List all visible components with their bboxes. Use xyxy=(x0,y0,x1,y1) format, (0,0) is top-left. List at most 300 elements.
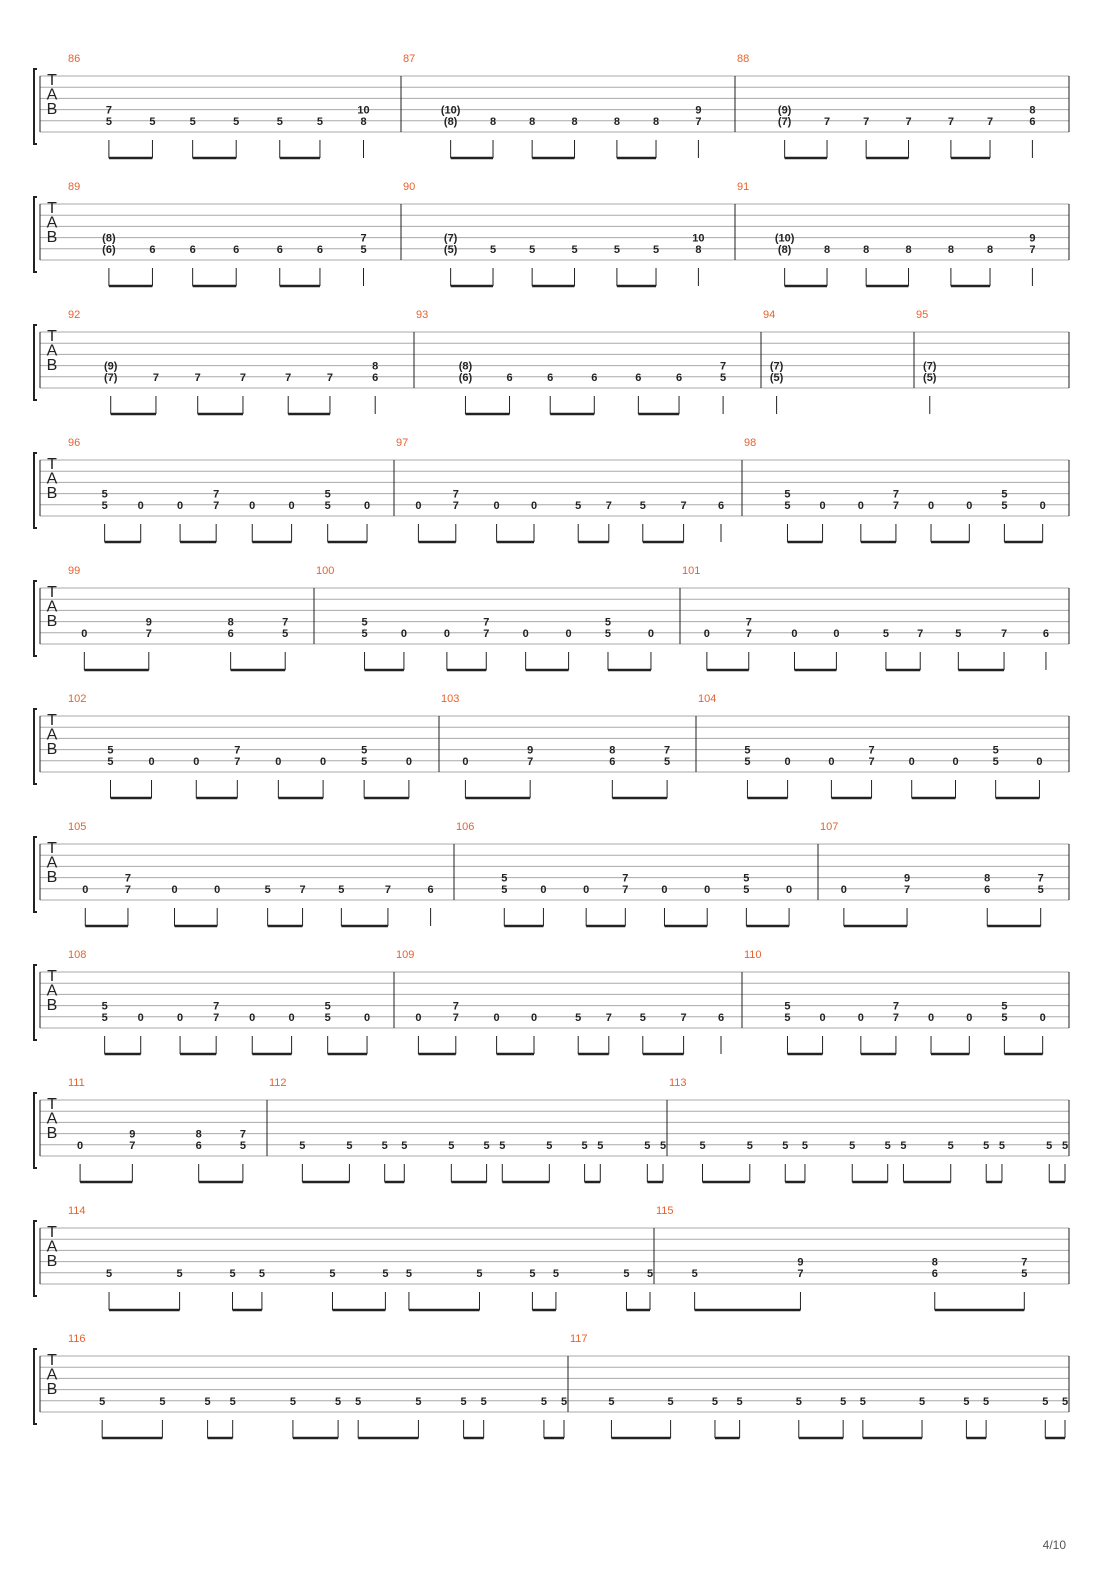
fret-number: 9 xyxy=(145,616,152,629)
fret-number: 5 xyxy=(998,1139,1006,1152)
fret-number: 5 xyxy=(233,115,240,128)
fret-number: 5 xyxy=(355,1395,362,1408)
fret-number: 5 xyxy=(1061,1395,1069,1408)
tab-clef-letter: A xyxy=(46,470,58,488)
fret-number: (9) xyxy=(777,104,792,117)
fret-number: (6) xyxy=(458,371,473,384)
fret-number: 0 xyxy=(540,883,547,896)
fret-number: 7 xyxy=(680,499,687,512)
fret-number: 5 xyxy=(992,755,999,768)
fret-number: (8) xyxy=(443,115,458,128)
fret-number: (10) xyxy=(440,104,461,117)
fret-number: 5 xyxy=(361,627,368,640)
fret-number: 0 xyxy=(288,499,295,512)
measure-number: 92 xyxy=(68,309,81,321)
fret-number: 8 xyxy=(227,616,234,629)
fret-number: 0 xyxy=(952,755,959,768)
fret-number: 5 xyxy=(849,1139,856,1152)
measure-number: 93 xyxy=(416,309,429,321)
fret-number: 5 xyxy=(623,1267,630,1280)
fret-number: 5 xyxy=(335,1395,342,1408)
fret-number: 5 xyxy=(1061,1139,1069,1152)
fret-number: 9 xyxy=(1029,232,1036,245)
fret-number: 0 xyxy=(363,499,371,512)
fret-number: 5 xyxy=(644,1139,651,1152)
fret-number: 6 xyxy=(931,1267,938,1280)
tab-clef-letter: T xyxy=(47,328,57,345)
fret-number: 5 xyxy=(460,1395,467,1408)
fret-number: (5) xyxy=(443,243,458,256)
fret-number: 10 xyxy=(692,232,705,245)
system-bracket xyxy=(34,69,37,144)
fret-number: 7 xyxy=(483,627,490,640)
fret-number: 0 xyxy=(908,755,915,768)
fret-number: 0 xyxy=(784,755,791,768)
measure-number: 94 xyxy=(763,309,776,321)
tab-clef-letter: T xyxy=(47,1352,57,1369)
tab-clef-letter: T xyxy=(47,712,57,729)
fret-number: 5 xyxy=(501,872,508,885)
tab-clef-letter: T xyxy=(47,1224,57,1241)
fret-number: 0 xyxy=(661,883,668,896)
fret-number: 5 xyxy=(99,1395,106,1408)
measure-number: 106 xyxy=(456,821,475,833)
tab-clef-letter: T xyxy=(47,840,57,857)
fret-number: 5 xyxy=(699,1139,706,1152)
fret-number: 7 xyxy=(326,371,334,384)
page-number: 4/10 xyxy=(1042,1538,1066,1552)
fret-number: 9 xyxy=(129,1128,136,1141)
fret-number: 0 xyxy=(828,755,835,768)
measure-number: 107 xyxy=(820,821,839,833)
fret-number: 9 xyxy=(903,872,911,885)
fret-number: 8 xyxy=(905,243,912,256)
tab-clef-letter: A xyxy=(46,342,58,360)
fret-number: 0 xyxy=(171,883,178,896)
fret-number: 7 xyxy=(124,883,132,896)
tab-clef-letter: B xyxy=(46,1381,58,1398)
fret-number: 5 xyxy=(316,115,324,128)
fret-number: 5 xyxy=(784,488,791,501)
fret-number: 5 xyxy=(667,1395,674,1408)
fret-number: 5 xyxy=(346,1139,353,1152)
tab-clef-letter: B xyxy=(46,485,58,502)
tab-clef-letter: A xyxy=(46,726,58,744)
fret-number: 5 xyxy=(604,627,612,640)
fret-number: 6 xyxy=(717,1011,725,1024)
tab-clef-letter: T xyxy=(47,200,57,217)
fret-number: 7 xyxy=(452,1011,459,1024)
tab-clef-letter: A xyxy=(46,598,58,616)
fret-number: 8 xyxy=(947,243,954,256)
fret-number: 0 xyxy=(148,755,155,768)
fret-number: 5 xyxy=(552,1267,559,1280)
fret-number: 5 xyxy=(608,1395,615,1408)
fret-number: 5 xyxy=(1037,883,1044,896)
fret-number: 0 xyxy=(647,627,655,640)
fret-number: 0 xyxy=(966,1011,973,1024)
fret-number: 7 xyxy=(285,371,292,384)
measure-number: 116 xyxy=(68,1333,86,1345)
measure-number: 87 xyxy=(403,53,416,65)
fret-number: 0 xyxy=(857,1011,864,1024)
fret-number: 6 xyxy=(427,883,434,896)
fret-number: 6 xyxy=(591,371,598,384)
fret-number: 5 xyxy=(744,744,751,757)
fret-number: 5 xyxy=(992,744,999,757)
fret-number: 0 xyxy=(288,1011,295,1024)
fret-number: 7 xyxy=(622,883,629,896)
system-bracket xyxy=(34,197,37,272)
fret-number: (7) xyxy=(777,115,792,128)
fret-number: 0 xyxy=(1036,755,1043,768)
fret-number: 8 xyxy=(613,115,620,128)
fret-number: 7 xyxy=(868,755,875,768)
measure-number: 101 xyxy=(682,565,701,577)
fret-number: 0 xyxy=(791,627,798,640)
fret-number: 7 xyxy=(720,360,727,373)
fret-number: 7 xyxy=(892,488,899,501)
fret-number: (10) xyxy=(774,232,795,245)
fret-number: 7 xyxy=(213,1000,220,1013)
fret-number: 0 xyxy=(966,499,973,512)
fret-number: 8 xyxy=(529,115,536,128)
fret-number: 5 xyxy=(107,744,114,757)
fret-number: 7 xyxy=(605,1011,612,1024)
tab-clef-letter: B xyxy=(46,613,58,630)
fret-number: 5 xyxy=(743,883,750,896)
fret-number: 7 xyxy=(105,104,112,117)
fret-number: 0 xyxy=(81,627,88,640)
fret-number: 0 xyxy=(522,627,529,640)
tab-clef-letter: A xyxy=(46,982,58,1000)
fret-number: 9 xyxy=(695,104,702,117)
fret-number: (8) xyxy=(102,232,116,245)
fret-number: 7 xyxy=(194,371,201,384)
fret-number: 8 xyxy=(823,243,831,256)
fret-number: 6 xyxy=(149,243,156,256)
measure-number: 109 xyxy=(396,949,415,961)
measure-number: 97 xyxy=(396,437,409,449)
fret-number: 5 xyxy=(746,1139,753,1152)
fret-number: 7 xyxy=(1021,1256,1028,1269)
fret-number: 0 xyxy=(565,627,572,640)
fret-number: 6 xyxy=(233,243,240,256)
fret-number: 5 xyxy=(983,1139,990,1152)
fret-number: 5 xyxy=(415,1395,422,1408)
fret-number: 10 xyxy=(357,104,370,117)
tab-clef-letter: B xyxy=(46,229,58,246)
fret-number: 7 xyxy=(282,616,289,629)
fret-number: 7 xyxy=(152,371,160,384)
measure-number: 90 xyxy=(403,181,416,193)
fret-number: 7 xyxy=(868,744,875,757)
fret-number: 7 xyxy=(863,115,870,128)
fret-number: 7 xyxy=(384,883,391,896)
measure-number: 98 xyxy=(744,437,757,449)
fret-number: 5 xyxy=(189,115,196,128)
measure-number: 115 xyxy=(656,1205,674,1217)
fret-number: (8) xyxy=(777,243,792,256)
fret-number: 5 xyxy=(744,755,751,768)
fret-number: 7 xyxy=(213,1011,220,1024)
fret-number: 5 xyxy=(540,1395,547,1408)
fret-number: 5 xyxy=(1046,1139,1053,1152)
fret-number: 0 xyxy=(400,627,407,640)
system-bracket xyxy=(34,453,37,528)
fret-number: 5 xyxy=(801,1139,809,1152)
fret-number: 7 xyxy=(986,115,994,128)
fret-number: 5 xyxy=(501,883,508,896)
fret-number: 7 xyxy=(239,1128,246,1141)
fret-number: 5 xyxy=(159,1395,166,1408)
fret-number: 5 xyxy=(289,1395,296,1408)
fret-number: 8 xyxy=(609,744,616,757)
fret-number: 0 xyxy=(77,1139,84,1152)
fret-number: 5 xyxy=(361,616,368,629)
fret-number: 0 xyxy=(193,755,200,768)
fret-number: 5 xyxy=(360,243,367,256)
fret-number: 0 xyxy=(82,883,89,896)
fret-number: 7 xyxy=(745,627,752,640)
fret-number: 7 xyxy=(1029,243,1036,256)
fret-number: 5 xyxy=(176,1267,183,1280)
fret-number: 5 xyxy=(258,1267,265,1280)
fret-number: 5 xyxy=(646,1267,654,1280)
measure-number: 111 xyxy=(68,1077,85,1089)
fret-number: 5 xyxy=(101,1011,108,1024)
fret-number: 9 xyxy=(527,744,534,757)
fret-number: 7 xyxy=(124,872,132,885)
fret-number: 6 xyxy=(1029,115,1036,128)
fret-number: 5 xyxy=(795,1395,802,1408)
fret-number: 5 xyxy=(229,1395,236,1408)
fret-number: 6 xyxy=(316,243,324,256)
fret-number: 0 xyxy=(137,499,144,512)
tab-clef-letter: B xyxy=(46,101,58,118)
tab-clef-letter: T xyxy=(47,72,57,89)
fret-number: 5 xyxy=(947,1139,954,1152)
fret-number: 0 xyxy=(405,755,412,768)
fret-number: 8 xyxy=(195,1128,202,1141)
measure-number: 88 xyxy=(737,53,750,65)
fret-number: 5 xyxy=(361,744,368,757)
measure-number: 113 xyxy=(669,1077,687,1089)
fret-number: 0 xyxy=(840,883,847,896)
fret-number: 5 xyxy=(784,1000,791,1013)
tab-clef-letter: B xyxy=(46,357,58,374)
fret-number: 8 xyxy=(652,115,660,128)
fret-number: 5 xyxy=(204,1395,211,1408)
fret-number: 0 xyxy=(177,1011,184,1024)
fret-number: (5) xyxy=(769,371,784,384)
fret-number: 5 xyxy=(711,1395,719,1408)
fret-number: 5 xyxy=(963,1395,970,1408)
system-bracket xyxy=(34,581,37,656)
measure-number: 102 xyxy=(68,693,87,705)
fret-number: (6) xyxy=(102,243,116,256)
fret-number: (7) xyxy=(103,371,118,384)
fret-number: 8 xyxy=(986,243,994,256)
measure-number: 104 xyxy=(698,693,717,705)
fret-number: 8 xyxy=(984,872,991,885)
fret-number: 6 xyxy=(195,1139,202,1152)
fret-number: 6 xyxy=(506,371,513,384)
fret-number: (5) xyxy=(923,371,937,384)
fret-number: 5 xyxy=(659,1139,667,1152)
fret-number: 5 xyxy=(784,499,791,512)
fret-number: 8 xyxy=(931,1256,938,1269)
fret-number: 0 xyxy=(833,627,840,640)
measure-number: 89 xyxy=(68,181,81,193)
fret-number: 7 xyxy=(452,488,459,501)
fret-number: 5 xyxy=(324,488,331,501)
fret-number: 5 xyxy=(560,1395,568,1408)
fret-number: 7 xyxy=(129,1139,136,1152)
fret-number: 0 xyxy=(927,499,935,512)
fret-number: 5 xyxy=(884,1139,891,1152)
fret-number: 7 xyxy=(905,115,912,128)
tab-clef-letter: A xyxy=(46,1110,58,1128)
fret-number: 5 xyxy=(324,499,331,512)
fret-number: 7 xyxy=(892,1011,899,1024)
system-bracket xyxy=(34,1093,37,1168)
fret-number: 7 xyxy=(234,744,241,757)
fret-number: (9) xyxy=(103,360,118,373)
measure-number: 112 xyxy=(269,1077,287,1089)
fret-number: 6 xyxy=(227,627,234,640)
fret-number: 0 xyxy=(462,755,469,768)
fret-number: 8 xyxy=(360,115,367,128)
tab-clef-letter: A xyxy=(46,1238,58,1256)
tab-clef-letter: A xyxy=(46,86,58,104)
fret-number: 8 xyxy=(695,243,702,256)
measure-number: 91 xyxy=(737,181,750,193)
fret-number: 5 xyxy=(324,1011,331,1024)
fret-number: 5 xyxy=(529,1267,536,1280)
fret-number: 0 xyxy=(214,883,221,896)
fret-number: 6 xyxy=(189,243,196,256)
measure-number: 108 xyxy=(68,949,87,961)
fret-number: 5 xyxy=(859,1395,866,1408)
tab-clef-letter: B xyxy=(46,741,58,758)
measure-number: 95 xyxy=(916,309,929,321)
fret-number: 6 xyxy=(675,371,683,384)
fret-number: (7) xyxy=(769,360,784,373)
fret-number: 5 xyxy=(101,499,108,512)
fret-number: 7 xyxy=(695,115,702,128)
fret-number: 5 xyxy=(604,616,612,629)
fret-number: 5 xyxy=(575,499,582,512)
tab-clef-letter: B xyxy=(46,997,58,1014)
measure-number: 117 xyxy=(570,1333,588,1345)
fret-number: 7 xyxy=(745,616,752,629)
fret-number: 0 xyxy=(363,1011,371,1024)
fret-number: 6 xyxy=(609,755,616,768)
fret-number: 6 xyxy=(717,499,725,512)
fret-number: 5 xyxy=(282,627,289,640)
tab-clef-letter: A xyxy=(46,1366,58,1384)
system-bracket xyxy=(34,965,37,1040)
fret-number: 0 xyxy=(415,499,422,512)
fret-number: 5 xyxy=(101,488,108,501)
fret-number: 6 xyxy=(372,371,379,384)
fret-number: 7 xyxy=(947,115,954,128)
tab-clef-letter: A xyxy=(46,854,58,872)
fret-number: 0 xyxy=(819,1011,826,1024)
fret-number: 8 xyxy=(372,360,379,373)
fret-number: (7) xyxy=(923,360,937,373)
fret-number: 5 xyxy=(900,1139,907,1152)
system-bracket xyxy=(34,837,37,912)
fret-number: 0 xyxy=(583,883,590,896)
fret-number: 7 xyxy=(1000,627,1008,640)
fret-number: 6 xyxy=(547,371,554,384)
fret-number: 5 xyxy=(401,1139,408,1152)
fret-number: 5 xyxy=(882,627,889,640)
tab-clef-letter: T xyxy=(47,1096,57,1113)
fret-number: 7 xyxy=(892,1000,899,1013)
fret-number: 6 xyxy=(984,883,991,896)
fret-number: 7 xyxy=(622,872,629,885)
fret-number: 6 xyxy=(276,243,283,256)
fret-number: 0 xyxy=(177,499,184,512)
fret-number: 0 xyxy=(1039,499,1046,512)
fret-number: 7 xyxy=(452,1000,459,1013)
fret-number: 0 xyxy=(786,883,793,896)
fret-number: 5 xyxy=(381,1139,388,1152)
fret-number: 5 xyxy=(575,1011,582,1024)
measure-number: 105 xyxy=(68,821,87,833)
fret-number: 7 xyxy=(213,488,220,501)
fret-number: 0 xyxy=(857,499,864,512)
fret-number: 5 xyxy=(652,243,660,256)
measure-number: 103 xyxy=(441,693,460,705)
fret-number: 7 xyxy=(483,616,490,629)
tab-clef-letter: B xyxy=(46,1253,58,1270)
fret-number: 7 xyxy=(1037,872,1044,885)
fret-number: 0 xyxy=(703,627,710,640)
system-bracket xyxy=(34,1349,37,1424)
fret-number: 5 xyxy=(101,1000,108,1013)
fret-number: 8 xyxy=(863,243,870,256)
fret-number: 7 xyxy=(823,115,831,128)
fret-number: 7 xyxy=(605,499,612,512)
fret-number: 5 xyxy=(382,1267,389,1280)
fret-number: 5 xyxy=(149,115,156,128)
fret-number: 0 xyxy=(819,499,826,512)
tab-clef-letter: T xyxy=(47,968,57,985)
fret-number: 5 xyxy=(743,872,750,885)
fret-number: 5 xyxy=(691,1267,698,1280)
fret-number: 7 xyxy=(239,371,247,384)
fret-number: 5 xyxy=(324,1000,331,1013)
fret-number: 5 xyxy=(405,1267,412,1280)
fret-number: 8 xyxy=(571,115,578,128)
system-bracket xyxy=(34,709,37,784)
fret-number: 7 xyxy=(797,1267,804,1280)
fret-number: 5 xyxy=(276,115,283,128)
tab-clef-letter: A xyxy=(46,214,58,232)
fret-number: 0 xyxy=(249,1011,256,1024)
measure-number: 86 xyxy=(68,53,81,65)
fret-number: 5 xyxy=(784,1011,791,1024)
fret-number: 5 xyxy=(1042,1395,1049,1408)
fret-number: 0 xyxy=(530,1011,538,1024)
fret-number: 8 xyxy=(1029,104,1036,117)
tab-clef-letter: B xyxy=(46,869,58,886)
fret-number: 5 xyxy=(1001,488,1008,501)
